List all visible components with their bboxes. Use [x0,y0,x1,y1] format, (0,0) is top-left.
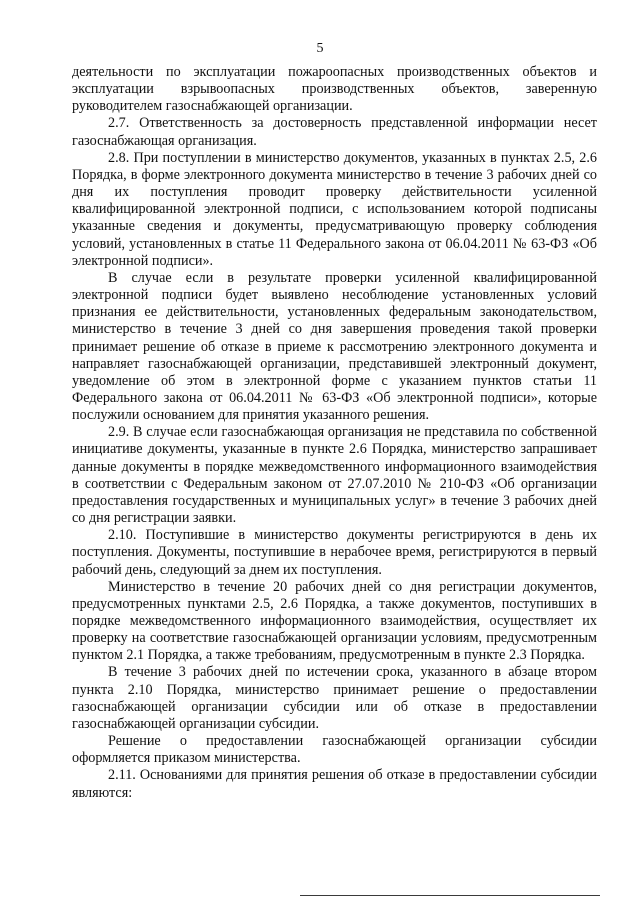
document-body [72,64,597,802]
paragraph-2-9: 2.9. В случае если газоснабжающая организация не представила по собственной инициативе документы, указанные в пункте 2.6 Порядка, министерство запрашивает данные документы в порядке межведомственного информационного взаимодействия в соответствии с Федеральным законом от 27.07.2010 № 210-ФЗ «Об организации предоставления государственных и муниципальных услуг» в течение 3 рабочих дней со дня регистрации заявки. [72,424,597,527]
paragraph-2-10-order: Решение о предоставлении газоснабжающей организации субсидии оформляется приказом министерства. [72,733,597,767]
paragraph-2-7: 2.7. Ответственность за достоверность представленной информации несет газоснабжающая организация. [72,115,597,149]
paragraph-2-11: 2.11. Основаниями для принятия решения об отказе в предоставлении субсидии являются: [72,767,597,801]
page-number: 5 [316,41,324,56]
paragraph-continuation: деятельности по эксплуатации пожароопасных производственных объектов и эксплуатации взрывоопасных производственных объектов, заверенную руководителем газоснабжающей организации. [72,64,597,115]
paragraph-2-10-decision: В течение 3 рабочих дней по истечении срока, указанного в абзаце втором пункта 2.10 Порядка, министерство принимает решение о предоставлении газоснабжающей организации субсидии или об отказе в предоставлении газоснабжающей организации субсидии. [72,664,597,732]
paragraph-2-10: 2.10. Поступившие в министерство документы регистрируются в день их поступления. Документы, поступившие в нерабочее время, регистрируются в первый рабочий день, следующий за днем их поступления. [72,527,597,578]
paragraph-2-8-refusal: В случае если в результате проверки усиленной квалифицированной электронной подписи будет выявлено несоблюдение установленных условий признания ее действительности, установленных федеральным законодательством, министерство в течение 3 дней со дня завершения проведения такой проверки принимает решение об отказе в приеме к рассмотрению электронного документа и направляет газоснабжающей организации, представившей электронный документ, уведомление об этом в электронной форме с указанием пунктов статьи 11 Федерального закона от 06.04.2011 № 63-ФЗ «Об электронной подписи», которые послужили основанием для принятия указанного решения. [72,269,597,424]
paragraph-2-8: 2.8. При поступлении в министерство документов, указанных в пунктах 2.5, 2.6 Порядка, в форме электронного документа министерство в течение 3 рабочих дней со дня их поступления проводит проверку действительности усиленной квалифицированной электронной подписи, с использованием которой подписаны указанные сведения и документы, предусматривающую проверку соблюдения условий, установленных в статье 11 Федерального закона от 06.04.2011 № 63-ФЗ «Об электронной подписи». [72,149,597,269]
bottom-rule [300,895,600,896]
paragraph-2-10-review: Министерство в течение 20 рабочих дней со дня регистрации документов, предусмотренных пунктами 2.5, 2.6 Порядка, а также документов, поступивших в порядке межведомственного информационного взаимодействия, осуществляет их проверку на соответствие газоснабжающей организации условиям, предусмотренным пунктом 2.1 Порядка, а также требованиям, предусмотренным в пункте 2.3 Порядка. [72,578,597,664]
